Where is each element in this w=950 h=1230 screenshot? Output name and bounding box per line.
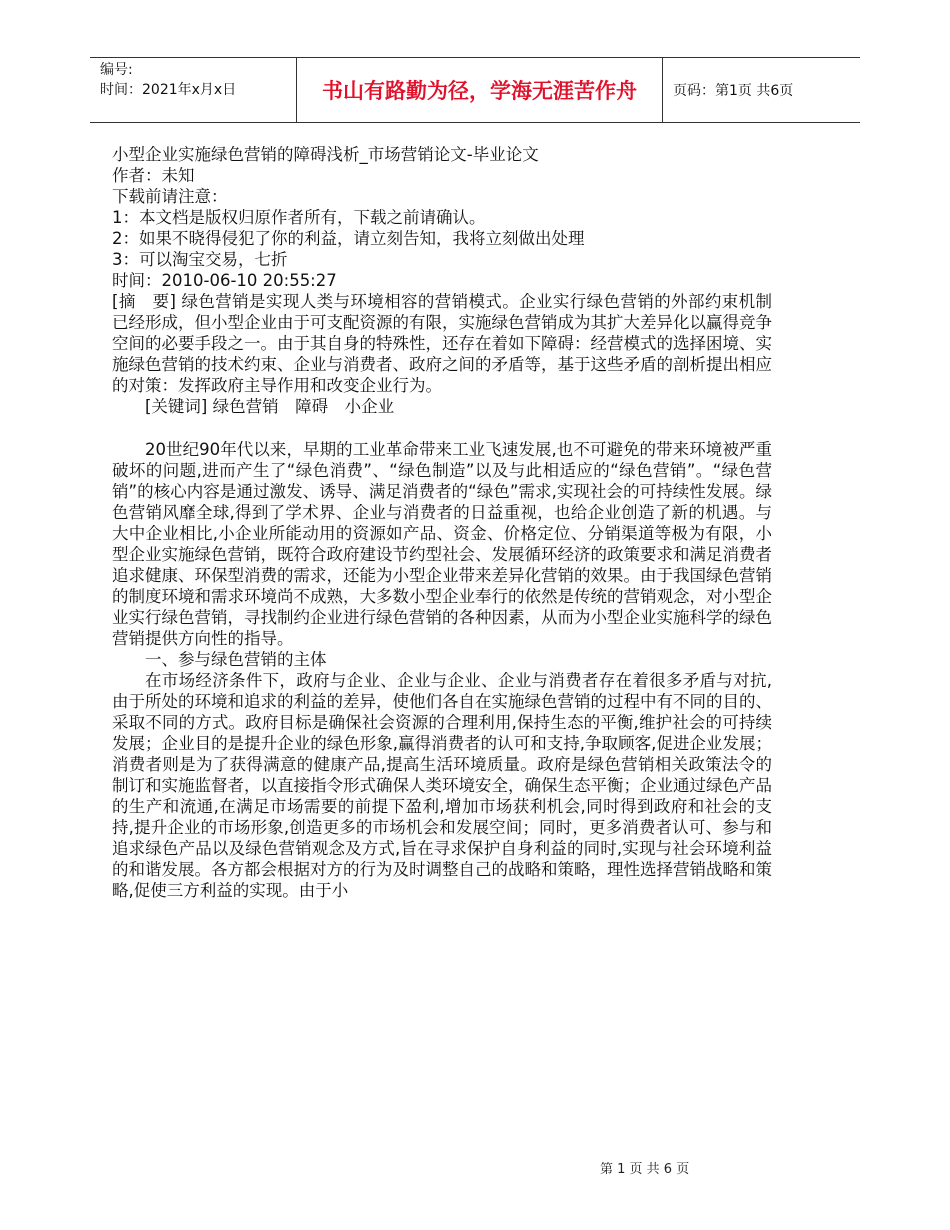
notice-item: 3：可以淘宝交易，七折 <box>112 250 288 269</box>
page-info: 页码：第1页 共6页 <box>673 83 794 99</box>
document-time: 时间：2010-06-10 20:55:27 <box>112 271 337 290</box>
number-label: 编号: <box>100 62 133 78</box>
notice-item: 2：如果不晓得侵犯了你的利益，请立刻告知，我将立刻做出处理 <box>112 229 585 248</box>
abstract: [摘 要] 绿色营销是实现人类与环境相容的营销模式。企业实行绿色营销的外部约束机制已经形成，但小型企业由于可支配资源的有限，实施绿色营销成为其扩大差异化以赢得竞争空间的必要手段之一。由于其自身的特殊性，还存在着如下障碍：经营模式的选择困境、实施绿色营销的技术约束、企业与消费者、政府之间的矛盾等，基于这些矛盾的剖析提出相应的对策：发挥政府主导作用和改变企业行为。 <box>112 292 772 395</box>
notice-item: 1：本文档是版权归原作者所有，下载之前请确认。 <box>112 208 486 227</box>
time-label: 时间：2021年x月x日 <box>100 82 237 98</box>
header-left-cell <box>90 58 296 122</box>
motto: 书山有路勤为径，学海无涯苦作舟 <box>296 58 663 122</box>
notice-title: 下载前请注意： <box>112 187 228 206</box>
keywords: [关键词] 绿色营销 障碍 小企业 <box>145 397 395 416</box>
paragraph-spacer <box>112 417 772 439</box>
page-footer: 第 1 页 共 6 页 <box>600 1162 690 1177</box>
document-body <box>112 144 772 901</box>
page-header <box>90 57 860 123</box>
paragraph: 在市场经济条件下，政府与企业、企业与企业、企业与消费者存在着很多矛盾与对抗,由于所处的环境和追求的利益的差异，使他们各自在实施绿色营销的过程中有不同的目的、采取不同的方式。政府目标是确保社会资源的合理利用,保持生态的平衡,维护社会的可持续发展；企业目的是提升企业的绿色形象,赢得消费者的认可和支持,争取顾客,促进企业发展；消费者则是为了获得满意的健康产品,提高生活环境质量。政府是绿色营销相关政策法令的制订和实施监督者，以直接指令形式确保人类环境安全，确保生态平衡；企业通过绿色产品的生产和流通,在满足市场需要的前提下盈利,增加市场获利机会,同时得到政府和社会的支持,提升企业的市场形象,创造更多的市场机会和发展空间；同时，更多消费者认可、参与和追求绿色产品以及绿色营销观念及方式,旨在寻求保护自身利益的同时,实现与社会环境利益的和谐发展。各方都会根据对方的行为及时调整自己的战略和策略，理性选择营销战略和策略,促使三方利益的实现。由于小 <box>112 671 772 900</box>
document-title: 小型企业实施绿色营销的障碍浅析_市场营销论文-毕业论文 <box>112 145 539 164</box>
paragraph: 20世纪90年代以来，早期的工业革命带来工业飞速发展,也不可避免的带来环境被严重破坏的问题,进而产生了“绿色消费”、“绿色制造”以及与此相适应的“绿色营销”。“绿色营销”的核心内容是通过激发、诱导、满足消费者的“绿色”需求,实现社会的可持续性发展。绿色营销风靡全球,得到了学术界、企业与消费者的日益重视，也给企业创造了新的机遇。与大中企业相比,小企业所能动用的资源如产品、资金、价格定位、分销渠道等极为有限，小型企业实施绿色营销，既符合政府建设节约型社会、发展循环经济的政策要求和满足消费者追求健康、环保型消费的需求，还能为小型企业带来差异化营销的效果。由于我国绿色营销的制度环境和需求环境尚不成熟，大多数小型企业奉行的依然是传统的营销观念，对小型企业实行绿色营销，寻找制约企业进行绿色营销的各种因素，从而为小型企业实施科学的绿色营销提供方向性的指导。 <box>112 440 772 648</box>
section-heading: 一、参与绿色营销的主体 <box>145 650 327 669</box>
document-author: 作者：未知 <box>112 166 195 185</box>
